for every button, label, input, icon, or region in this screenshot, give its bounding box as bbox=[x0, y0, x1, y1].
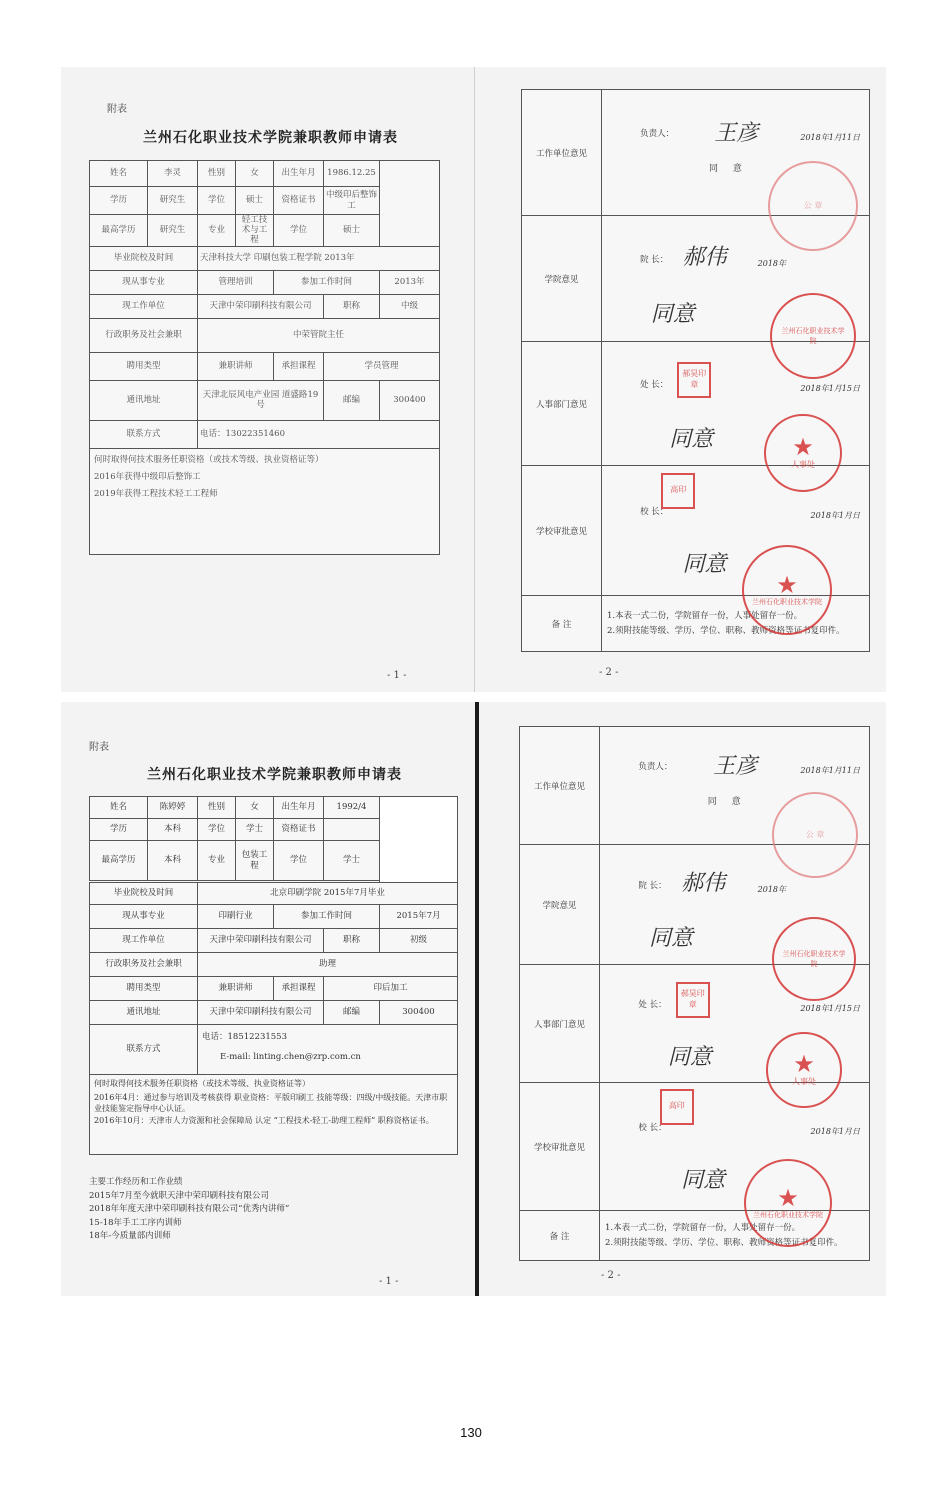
unit-opinion-cell bbox=[600, 727, 870, 845]
course-label: 承担课程 bbox=[274, 977, 324, 1001]
birth-label: 出生年月 bbox=[274, 161, 324, 187]
birth-value: 1992/4 bbox=[324, 797, 380, 819]
experience-block bbox=[89, 1176, 457, 1244]
date-1: 2018年1月11日 bbox=[800, 132, 860, 142]
page-number-2: - 2 - bbox=[601, 1270, 621, 1281]
zip-value: 300400 bbox=[380, 380, 440, 420]
school-stamp: ★ 兰州石化职业技术学院 bbox=[742, 545, 832, 635]
date-4: 2018年1月日 bbox=[810, 510, 860, 520]
birth-value: 1986.12.25 bbox=[324, 161, 380, 187]
dean-label: 院 长： bbox=[640, 254, 669, 265]
highest-edu-value: 本科 bbox=[148, 841, 198, 881]
cert-label: 资格证书 bbox=[274, 187, 324, 215]
photo-cell bbox=[380, 797, 458, 883]
hire-type-value: 兼职讲师 bbox=[198, 977, 274, 1001]
school-signature: 同意 bbox=[681, 1167, 726, 1193]
hr-signature: 同意 bbox=[669, 426, 714, 452]
highest-degree-value: 学士 bbox=[324, 841, 380, 881]
unit-value: 天津中荣印刷科技有限公司 bbox=[198, 294, 324, 318]
degree-value: 学士 bbox=[236, 819, 274, 841]
graduation-label: 毕业院校及时间 bbox=[90, 246, 198, 270]
personal-seal-1: 郝昊印章 bbox=[677, 362, 711, 398]
contact-label: 联系方式 bbox=[90, 420, 198, 448]
photo-cell bbox=[380, 161, 440, 247]
college-signature: 同意 bbox=[649, 925, 694, 951]
degree-value: 硕士 bbox=[236, 187, 274, 215]
post-value: 助理 bbox=[198, 953, 458, 977]
highest-edu-value: 研究生 bbox=[148, 215, 198, 247]
head-label: 处 长： bbox=[638, 999, 667, 1010]
qualification-line: 2016年获得中级印后整饰工 bbox=[94, 471, 201, 482]
edu-label: 学历 bbox=[90, 819, 148, 841]
personal-seal-2: 高印 bbox=[660, 1089, 694, 1125]
school-opinion-cell bbox=[600, 1083, 870, 1219]
unit-label: 现工作单位 bbox=[90, 929, 198, 953]
current-major-label: 现从事专业 bbox=[90, 270, 198, 294]
current-major-label: 现从事专业 bbox=[90, 905, 198, 929]
highest-edu-label: 最高学历 bbox=[90, 215, 148, 247]
personal-seal-1: 郝昊印章 bbox=[676, 982, 710, 1018]
zip-value: 300400 bbox=[380, 1001, 458, 1025]
unit-opinion-cell bbox=[602, 90, 870, 216]
edu-value: 本科 bbox=[148, 819, 198, 841]
annex-label: 附表 bbox=[107, 104, 127, 115]
qualification-title: 何时取得何技术服务任职资格（或技术等级、执业资格证等） bbox=[94, 454, 324, 465]
agree-text: 同 意 bbox=[707, 796, 747, 807]
zip-label: 邮编 bbox=[324, 380, 380, 420]
work-start-value: 2015年7月 bbox=[380, 905, 458, 929]
zip-label: 邮编 bbox=[324, 1001, 380, 1025]
application-form-2 bbox=[89, 796, 458, 1155]
date-1: 2018年1月11日 bbox=[800, 765, 860, 775]
work-start-label: 参加工作时间 bbox=[274, 905, 380, 929]
degree-label: 学位 bbox=[198, 819, 236, 841]
address-label: 通讯地址 bbox=[90, 380, 198, 420]
date-2: 2018年 bbox=[757, 258, 786, 268]
contact-cell bbox=[198, 1025, 458, 1075]
qualification-cell bbox=[90, 448, 440, 554]
agree-text: 同 意 bbox=[709, 163, 748, 174]
experience-line: 2015年7月至今就职天津中荣印刷科技有限公司 bbox=[89, 1190, 270, 1201]
contact-email: E-mail: linting.chen@zrp.com.cn bbox=[220, 1051, 361, 1062]
dean-signature: 郝伟 bbox=[682, 244, 727, 270]
scan-image-1 bbox=[61, 67, 886, 692]
sex-label: 性别 bbox=[198, 161, 236, 187]
scan2-right-page bbox=[481, 702, 886, 1296]
highest-degree-value: 硕士 bbox=[324, 215, 380, 247]
school-signature: 同意 bbox=[682, 551, 727, 577]
contact-label: 联系方式 bbox=[90, 1025, 198, 1075]
work-start-value: 2013年 bbox=[380, 270, 440, 294]
remarks-label: 备 注 bbox=[520, 1211, 600, 1261]
application-form-1 bbox=[89, 160, 440, 555]
school-stamp: ★ 兰州石化职业技术学院 bbox=[744, 1159, 832, 1247]
contact-phone: 电话：18512231553 bbox=[202, 1032, 287, 1042]
major-value: 轻工技术与工程 bbox=[236, 215, 274, 247]
remark-line: 2.须附技能等级、学历、学位、职称、教师资格等证书复印件。 bbox=[607, 625, 845, 636]
school-opinion-cell bbox=[602, 466, 870, 606]
hire-type-label: 聘用类型 bbox=[90, 352, 198, 380]
head-label: 处 长： bbox=[640, 379, 669, 390]
title-label: 职称 bbox=[324, 294, 380, 318]
president-label: 校 长： bbox=[640, 506, 669, 517]
owner-label: 负责人： bbox=[638, 761, 673, 772]
qualification-cell bbox=[90, 1075, 458, 1155]
highest-degree-label: 学位 bbox=[274, 215, 324, 247]
college-opinion-label: 学院意见 bbox=[520, 845, 600, 965]
name-value: 陈婷婷 bbox=[148, 797, 198, 819]
qualification-title: 何时取得何技术服务任职资格（或技术等级、执业资格证等） bbox=[94, 1079, 310, 1088]
sex-value: 女 bbox=[236, 797, 274, 819]
graduation-label: 毕业院校及时间 bbox=[90, 883, 198, 905]
approval-form-2 bbox=[519, 726, 870, 1261]
college-opinion-label: 学院意见 bbox=[522, 216, 602, 342]
page-number-1: - 1 - bbox=[379, 1276, 399, 1287]
unit-value: 天津中荣印刷科技有限公司 bbox=[198, 929, 324, 953]
contact-value: 电话：13022351460 bbox=[198, 420, 440, 448]
title-label: 职称 bbox=[324, 929, 380, 953]
course-label: 承担课程 bbox=[274, 352, 324, 380]
page-fold bbox=[475, 702, 479, 1296]
highest-edu-label: 最高学历 bbox=[90, 841, 148, 881]
experience-line: 15-18年手工工序内训师 bbox=[89, 1217, 182, 1228]
qualification-line: 2016年4月：通过参与培训及考核获得 职业资格：平版印刷工 技能等级：四级/中级技能。天津市职业技能鉴定指导中心认证。 bbox=[94, 1093, 448, 1114]
post-label: 行政职务及社会兼职 bbox=[90, 953, 198, 977]
current-major-value: 印刷行业 bbox=[198, 905, 274, 929]
dean-signature: 郝伟 bbox=[681, 870, 726, 896]
unit-opinion-label: 工作单位意见 bbox=[522, 90, 602, 216]
college-stamp: 兰州石化职业技术学院 bbox=[770, 293, 856, 379]
sex-label: 性别 bbox=[198, 797, 236, 819]
name-label: 姓名 bbox=[90, 161, 148, 187]
name-value: 李灵 bbox=[148, 161, 198, 187]
experience-line: 2018年年度天津中荣印刷科技有限公司“优秀内讲师” bbox=[89, 1204, 290, 1215]
date-3: 2018年1月15日 bbox=[800, 383, 860, 393]
dean-label: 院 长： bbox=[638, 880, 667, 891]
edu-value: 研究生 bbox=[148, 187, 198, 215]
title-value: 中级 bbox=[380, 294, 440, 318]
unit-label: 现工作单位 bbox=[90, 294, 198, 318]
college-signature: 同意 bbox=[650, 301, 695, 327]
major-label: 专业 bbox=[198, 215, 236, 247]
edu-label: 学历 bbox=[90, 187, 148, 215]
birth-label: 出生年月 bbox=[274, 797, 324, 819]
owner-signature: 王彦 bbox=[714, 120, 759, 146]
major-label: 专业 bbox=[198, 841, 236, 881]
post-label: 行政职务及社会兼职 bbox=[90, 318, 198, 352]
college-stamp: 兰州石化职业技术学院 bbox=[772, 917, 856, 1001]
personal-seal-2: 高印 bbox=[661, 473, 695, 509]
page-fold bbox=[474, 67, 475, 692]
highest-degree-label: 学位 bbox=[274, 841, 324, 881]
form-title: 兰州石化职业技术学院兼职教师申请表 bbox=[143, 130, 398, 146]
hire-type-label: 聘用类型 bbox=[90, 977, 198, 1001]
graduation-value: 天津科技大学 印刷包装工程学院 2013年 bbox=[198, 246, 440, 270]
remark-line: 1.本表一式二份，学院留存一份，人事处留存一份。 bbox=[605, 1223, 801, 1234]
cert-value bbox=[324, 819, 380, 841]
hire-type-value: 兼职讲师 bbox=[198, 352, 274, 380]
qualification-line: 2016年10月：天津市人力资源和社会保障局 认定 “工程技术-轻工-助理工程师” 职称资格证书。 bbox=[94, 1115, 434, 1125]
date-4: 2018年1月日 bbox=[810, 1126, 860, 1136]
school-opinion-label: 学校审批意见 bbox=[522, 466, 602, 596]
annex-label: 附表 bbox=[89, 742, 109, 753]
address-value: 天津北辰风电产业园 道盛路19号 bbox=[198, 380, 324, 420]
scan-image-2 bbox=[61, 702, 886, 1296]
hr-stamp: ★ 人事处 bbox=[766, 1032, 842, 1108]
work-start-label: 参加工作时间 bbox=[274, 270, 380, 294]
date-2: 2018年 bbox=[757, 884, 786, 894]
cert-value: 中级印后整饰工 bbox=[324, 187, 380, 215]
post-value: 中荣管院主任 bbox=[198, 318, 440, 352]
date-3: 2018年1月15日 bbox=[800, 1003, 860, 1013]
president-label: 校 长： bbox=[638, 1122, 667, 1133]
qualification-line: 2019年获得工程技术轻工工程师 bbox=[94, 488, 218, 499]
course-value: 印后加工 bbox=[324, 977, 458, 1001]
experience-line: 18年-今质量部内训师 bbox=[89, 1231, 171, 1242]
major-value: 包装工程 bbox=[236, 841, 274, 881]
owner-label: 负责人： bbox=[640, 128, 675, 139]
company-stamp: 公 章 bbox=[768, 161, 858, 251]
unit-opinion-label: 工作单位意见 bbox=[520, 727, 600, 845]
page-number-2: - 2 - bbox=[599, 667, 619, 678]
hr-opinion-label: 人事部门意见 bbox=[520, 965, 600, 1083]
cert-label: 资格证书 bbox=[274, 819, 324, 841]
approval-form-1 bbox=[521, 89, 870, 652]
hr-stamp: ★ 人事处 bbox=[764, 414, 842, 492]
remark-line: 2.须附技能等级、学历、学位、职称、教师资格等证书复印件。 bbox=[605, 1237, 843, 1248]
name-label: 姓名 bbox=[90, 797, 148, 819]
scan1-left-page bbox=[61, 67, 471, 692]
address-value: 天津中荣印刷科技有限公司 bbox=[198, 1001, 324, 1025]
degree-label: 学位 bbox=[198, 187, 236, 215]
current-major-value: 管理培训 bbox=[198, 270, 274, 294]
document-page-number: 130 bbox=[460, 1425, 482, 1440]
course-value: 学员管理 bbox=[324, 352, 440, 380]
scan2-left-page bbox=[61, 702, 473, 1296]
hr-opinion-label: 人事部门意见 bbox=[522, 342, 602, 466]
experience-title: 主要工作经历和工作业绩 bbox=[89, 1177, 183, 1187]
sex-value: 女 bbox=[236, 161, 274, 187]
school-opinion-label: 学校审批意见 bbox=[520, 1083, 600, 1211]
form-title: 兰州石化职业技术学院兼职教师申请表 bbox=[147, 767, 402, 783]
page-number-1: - 1 - bbox=[387, 670, 407, 681]
title-value: 初级 bbox=[380, 929, 458, 953]
scan1-right-page bbox=[479, 67, 886, 692]
company-stamp: 公 章 bbox=[772, 792, 858, 878]
hr-signature: 同意 bbox=[667, 1044, 712, 1070]
address-label: 通讯地址 bbox=[90, 1001, 198, 1025]
graduation-value: 北京印刷学院 2015年7月毕业 bbox=[198, 883, 458, 905]
remark-line: 1.本表一式二份，学院留存一份，人事处留存一份。 bbox=[607, 611, 803, 622]
owner-signature: 王彦 bbox=[713, 753, 758, 779]
remarks-label: 备 注 bbox=[522, 596, 602, 652]
